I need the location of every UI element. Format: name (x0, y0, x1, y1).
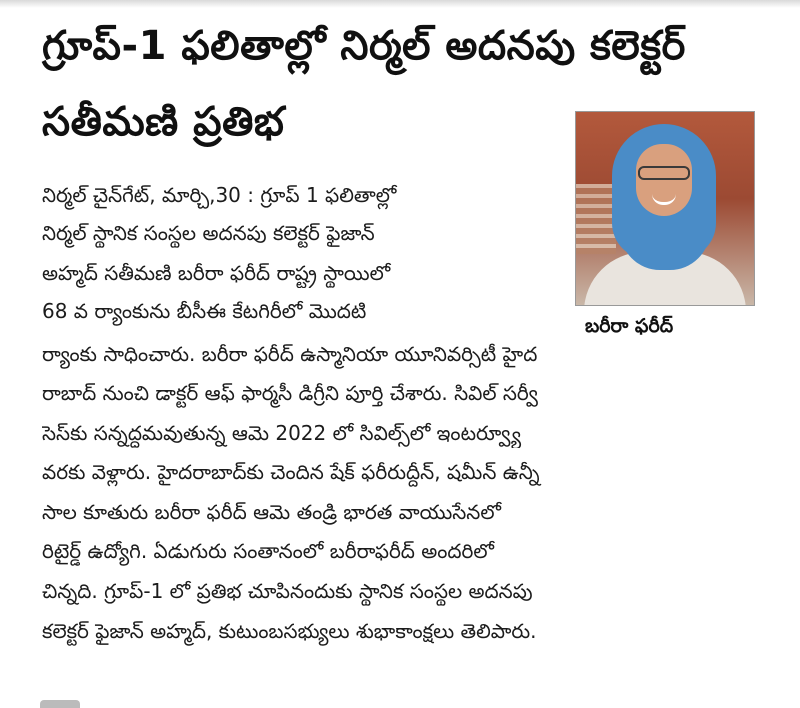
body-line-5: ర్యాంకు సాధించారు. బరీరా ఫరీద్ ఉస్మానియా యూనివర్సిటీ హైద (42, 342, 538, 366)
body-line-8: వరకు వెళ్లారు. హైదరాబాద్‌కు చెందిన షేక్ ఫరీరుద్దీన్, షమీన్ ఉన్నీ (42, 460, 540, 484)
body-line-11: చిన్నది. గ్రూప్-1 లో ప్రతిభ చూపినందుకు స్థానిక సంస్థల అదనపు (42, 579, 533, 603)
headline-line-2: సతీమణి ప్రతిభ (42, 99, 285, 145)
body-line-3: అహ్మద్ సతీమణి బరీరా ఫరీద్ రాష్ట్ర స్థాయిలో (42, 261, 391, 285)
body-line-9: సాల కూతురు బరీరా ఫరీద్ ఆమె తండ్రి భారత వాయుసేనలో (42, 500, 501, 524)
body-line-2: నిర్మల్ స్థానిక సంస్థల అదనపు కలెక్టర్ ఫైజాన్ (42, 221, 375, 245)
photo-caption: బరీరా ఫరీద్ (585, 315, 674, 337)
photo-face (636, 144, 692, 216)
portrait-photo (575, 111, 755, 306)
body-line-6: రాబాద్ నుంచి డాక్టర్ ఆఫ్ ఫార్మసీ డిగ్రీని పూర్తి చేశారు. సివిల్ సర్వీ (42, 381, 538, 405)
body-line-1: నిర్మల్ చైన్‌గేట్, మార్చి,30 : గ్రూప్ 1 ఫలితాల్లో (42, 183, 397, 207)
body-line-10: రిటైర్డ్ ఉద్యోగి. ఏడుగురు సంతానంలో బరీరాఫరీద్ అందరిలో (42, 539, 494, 563)
headline-line-1: గ్రూప్-1 ఫలితాల్లో నిర్మల్ అదనపు కలెక్టర్ (42, 23, 686, 69)
next-article-edge (40, 700, 80, 708)
background-wall-sign (576, 184, 616, 254)
body-line-12: కలెక్టర్ ఫైజాన్ అహ్మద్, కుటుంబసభ్యులు శుభాకాంక్షలు తెలిపారు. (42, 619, 537, 643)
body-line-4: 68 వ ర్యాంకును బీసీఈ కేటగిరీలో మొదటి (42, 299, 367, 323)
previous-column-edge (0, 0, 800, 8)
photo-glasses-icon (638, 166, 690, 180)
body-line-7: సెస్‌కు సన్నద్ధమవుతున్న ఆమె 2022 లో సివిల్స్‌లో ఇంటర్వ్యూ (42, 421, 522, 445)
